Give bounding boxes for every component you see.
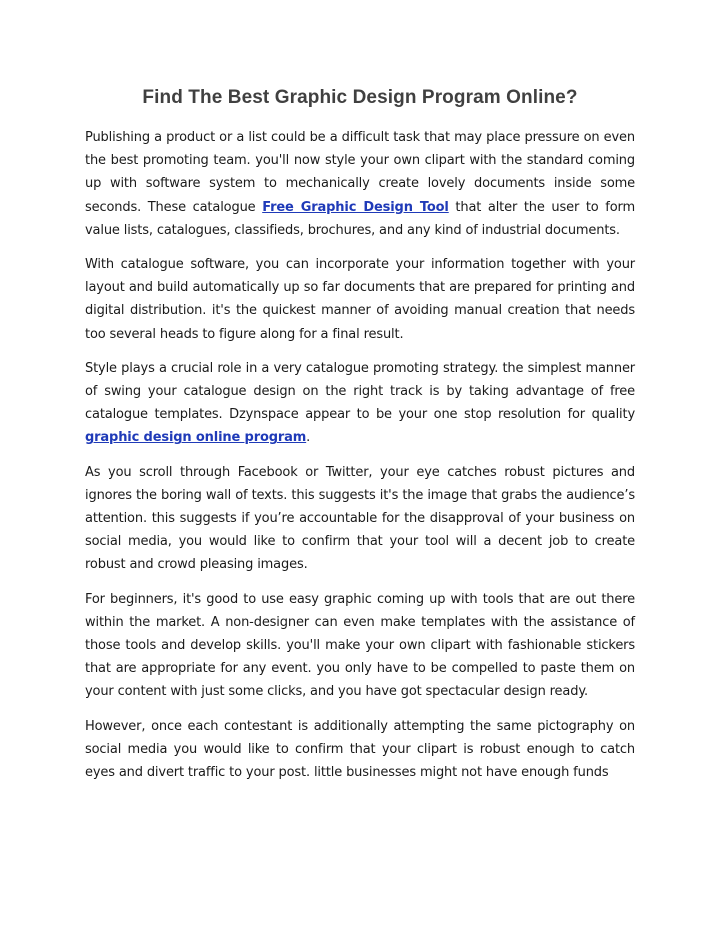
paragraph-3-text-before: Style plays a crucial role in a very catalogue promoting strategy. the simplest manner of swing your catalogue design on the right track is by taking advantage of free catalogue templates. Dzynspace appear to be your one stop resolution for quality: [85, 360, 635, 423]
document-page: [85, 84, 635, 795]
paragraph-4: As you scroll through Facebook or Twitter, your eye catches robust pictures and ignores the boring wall of texts. this suggests it's the image that grabs the audience’s attention. this suggests if you’re accountable for the disapproval of your business on social media, you would like to confirm that your tool will a decent job to create robust and crowd pleasing images.: [85, 464, 635, 573]
free-graphic-design-tool-link[interactable]: Free Graphic Design Tool: [262, 199, 449, 215]
graphic-design-online-program-link[interactable]: graphic design online program: [85, 430, 307, 446]
paragraph-2: With catalogue software, you can incorporate your information together with your layout and build automatically up so far documents that are prepared for printing and digital distribution. it's the quickest manner of avoiding manual creation that needs too several heads to figure along for a final result.: [85, 257, 635, 342]
paragraph-1: [85, 126, 635, 242]
paragraph-1-text-before: Publishing a product or a list could be a difficult task that may place pressure on even the best promoting team. you'll now style your own clipart with the standard coming up with software system to mechanically create lovely documents inside some seconds. These catalogue: [85, 130, 635, 215]
paragraph-3-text-after: .: [306, 430, 311, 446]
paragraph-1-text-after: that alter the user to form value lists, catalogues, classifieds, brochures, and any kind of industrial documents.: [85, 199, 635, 238]
paragraph-5: For beginners, it's good to use easy graphic coming up with tools that are out there within the market. A non-designer can even make templates with the assistance of those tools and develop skills. you'll make your own clipart with fashionable stickers that are appropriate for any event. you only have to be compelled to paste them on your content with just some clicks, and you have got spectacular design ready.: [85, 591, 635, 700]
paragraph-3: [85, 357, 635, 450]
document-title: Find The Best Graphic Design Program Online?: [142, 87, 578, 108]
paragraph-6: However, once each contestant is additionally attempting the same pictography on social media you would like to confirm that your clipart is robust enough to catch eyes and divert traffic to your post. little businesses might not have enough funds: [85, 718, 635, 781]
